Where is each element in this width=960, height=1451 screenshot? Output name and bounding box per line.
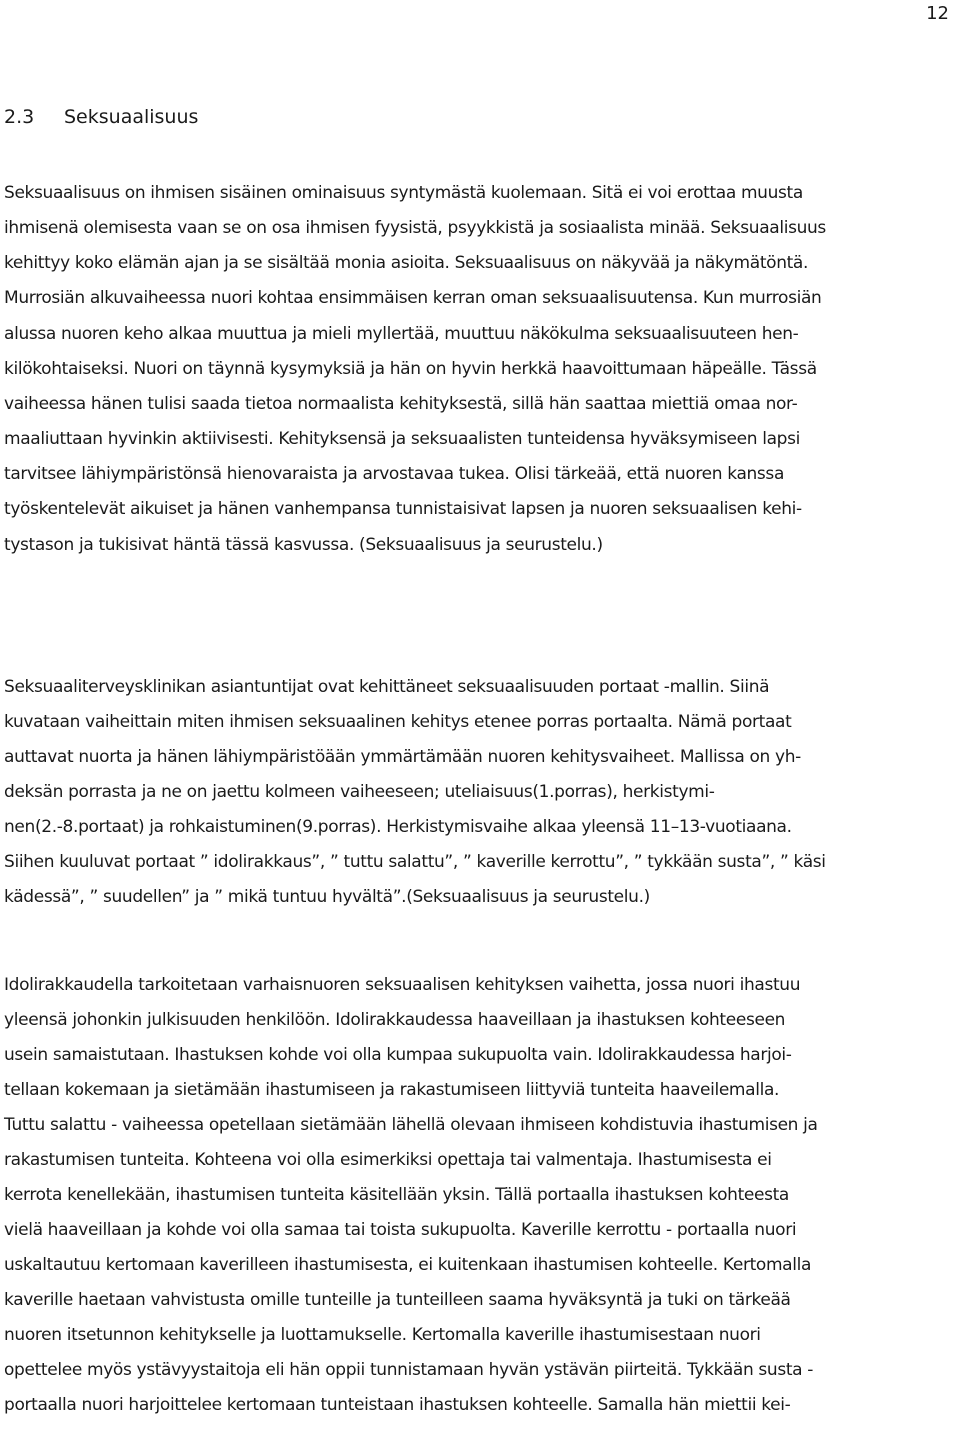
text-line: tellaan kokemaan ja sietämään ihastumiseen ja rakastumiseen liittyviä tunteita haaveilemalla. (4, 1080, 780, 1100)
text-line: tarvitsee lähiympäristönsä hienovaraista ja arvostavaa tukea. Olisi tärkeää, että nuoren kanssa (4, 464, 785, 485)
paragraph-stairs-model (4, 670, 956, 915)
text-line: vaiheessa hänen tulisi saada tietoa normaalista kehityksestä, sillä hän saattaa miettiä omaa nor- (4, 393, 798, 414)
section-title: Seksuaalisuus (64, 106, 199, 128)
text-line: kädessä”, ” suudellen” ja ” mikä tuntuu hyvältä”.(Seksuaalisuus ja seurustelu.) (4, 887, 650, 907)
text-line: rakastumisen tunteita. Kohteena voi olla esimerkiksi opettaja tai valmentaja. Ihastumisesta ei (4, 1150, 772, 1170)
text-line: Murrosiän alkuvaiheessa nuori kohtaa ensimmäisen kerran oman seksuaalisuutensa. Kun murrosiän (4, 288, 822, 309)
text-line: auttavat nuorta ja hänen lähiympäristöään ymmärtämään nuoren kehitysvaiheet. Mallissa on yh- (4, 747, 801, 767)
section-number: 2.3 (4, 106, 35, 128)
text-line: opettelee myös ystävyystaitoja eli hän oppii tunnistamaan hyvän ystävän piirteitä. Tykkään susta - (4, 1360, 814, 1380)
text-line: kilökohtaiseksi. Nuori on täynnä kysymyksiä ja hän on hyvin herkkä haavoittumaan häpeälle. Tässä (4, 358, 817, 379)
text-line: Idolirakkaudella tarkoitetaan varhaisnuoren seksuaalisen kehityksen vaihetta, jossa nuori ihastuu (4, 975, 801, 995)
section-heading (4, 104, 198, 130)
text-line: nuoren itsetunnon kehitykselle ja luottamukselle. Kertomalla kaverille ihastumisestaan nuori (4, 1325, 761, 1345)
text-line: yleensä johonkin julkisuuden henkilöön. Idolirakkaudessa haaveillaan ja ihastuksen kohteeseen (4, 1010, 786, 1030)
text-line: maaliuttaan hyvinkin aktiivisesti. Kehityksensä ja seksuaalisten tunteidensa hyväksymiseen lapsi (4, 429, 800, 450)
text-line: portaalla nuori harjoittelee kertomaan tunteistaan ihastuksen kohteelle. Samalla hän miettii kei- (4, 1395, 791, 1415)
text-line: työskentelevät aikuiset ja hänen vanhempansa tunnistaisivat lapsen ja nuoren seksuaalisen kehi- (4, 499, 802, 520)
text-line: alussa nuoren keho alkaa muuttua ja mieli myllertää, muuttuu näkökulma seksuaalisuuteen hen- (4, 323, 799, 344)
page-number: 12 (926, 3, 949, 24)
text-line: Seksuaaliterveysklinikan asiantuntijat ovat kehittäneet seksuaalisuuden portaat -mallin. Siinä (4, 677, 770, 697)
text-line: nen(2.-8.portaat) ja rohkaistuminen(9.porras). Herkistymisvaihe alkaa yleensä 11–13-vuotiaana. (4, 817, 792, 837)
text-line: kerrota kenellekään, ihastumisen tunteita käsitellään yksin. Tällä portaalla ihastuksen kohteesta (4, 1185, 789, 1205)
paragraph-idol-love (4, 968, 956, 1423)
text-line: tystason ja tukisivat häntä tässä kasvussa. (Seksuaalisuus ja seurustelu.) (4, 534, 603, 555)
text-line: kuvataan vaiheittain miten ihmisen seksuaalinen kehitys etenee porras portaalta. Nämä portaat (4, 712, 792, 732)
text-line: Siihen kuuluvat portaat ” idolirakkaus”, ” tuttu salattu”, ” kaverille kerrottu”, ” tykkään susta”, ” käsi (4, 852, 826, 872)
text-line: Tuttu salattu - vaiheessa opetellaan sietämään lähellä olevaan ihmiseen kohdistuvia ihastumisen ja (4, 1115, 818, 1135)
text-line: Seksuaalisuus on ihmisen sisäinen ominaisuus syntymästä kuolemaan. Sitä ei voi erottaa muusta (4, 183, 803, 203)
text-line: deksän porrasta ja ne on jaettu kolmeen vaiheeseen; uteliaisuus(1.porras), herkistymi- (4, 782, 715, 802)
text-line: uskaltautuu kertomaan kaverilleen ihastumisesta, ei kuitenkaan ihastumisen kohteelle. Kertomalla (4, 1255, 812, 1275)
text-line: kehittyy koko elämän ajan ja se sisältää monia asioita. Seksuaalisuus on näkyvää ja näkymätöntä. (4, 253, 809, 274)
text-line: kaverille haetaan vahvistusta omille tunteille ja tunteilleen saama hyväksyntä ja tuki on tärkeää (4, 1290, 791, 1310)
text-line: usein samaistutaan. Ihastuksen kohde voi olla kumpaa sukupuolta vain. Idolirakkaudessa harjoi- (4, 1045, 792, 1065)
text-line: vielä haaveillaan ja kohde voi olla samaa tai toista sukupuolta. Kaverille kerrottu - portaalla nuori (4, 1220, 797, 1240)
text-line: ihmisenä olemisesta vaan se on osa ihmisen fyysistä, psyykkistä ja sosiaalista minää. Seksuaalisuus (4, 218, 826, 239)
paragraph-sexuality-intro (4, 176, 956, 563)
